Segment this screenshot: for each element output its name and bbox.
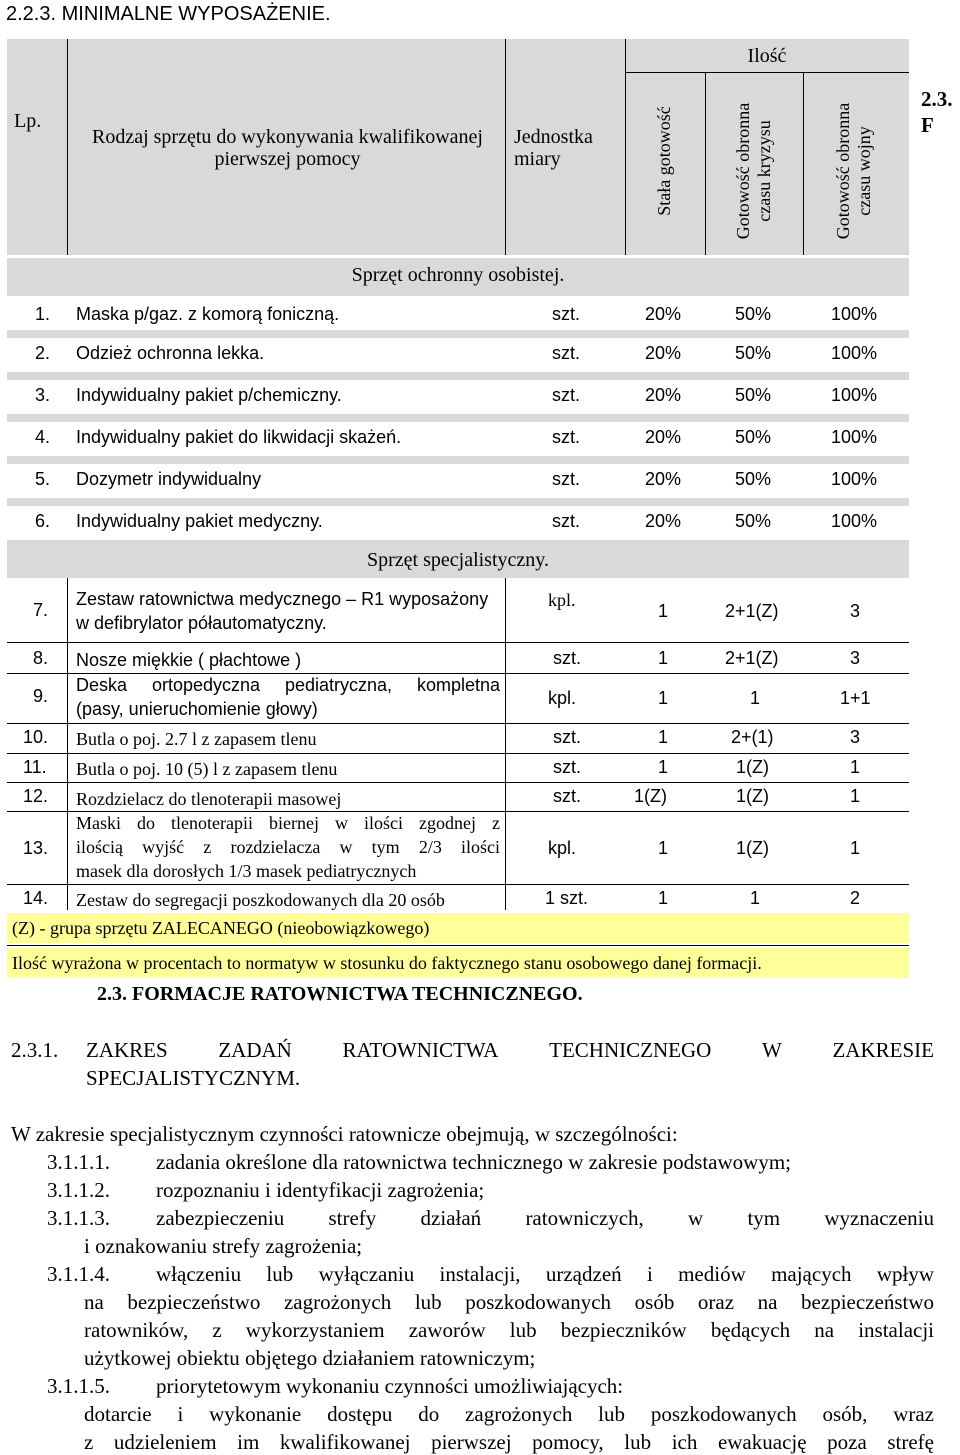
row-separator: [7, 456, 909, 464]
table-row-kryzys: 2+1(Z): [725, 648, 779, 668]
item-text: i oznakowaniu strefy zagrożenia;: [84, 1234, 363, 1258]
table-row-unit: szt.: [552, 385, 581, 405]
table-row-wojna: 2: [850, 888, 861, 908]
table-row-unit: 1 szt.: [545, 888, 589, 908]
table-row-name: Butla o poj. 2.7 l z zapasem tlenu: [76, 729, 317, 749]
table-row-name: Indywidualny pakiet medyczny.: [76, 511, 323, 531]
table-row-stala: 20%: [645, 343, 682, 363]
note-pct: Ilość wyrażona w procentach to normatyw w stosunku do faktycznego stanu osobowego danej formacji.: [12, 953, 762, 973]
table-row-stala: 1: [658, 727, 669, 747]
row-separator: [7, 498, 909, 506]
table-row-wojna: 100%: [831, 511, 878, 531]
table-row-stala: 1: [658, 888, 669, 908]
table-row-unit: szt.: [553, 727, 582, 747]
title-word: ZADAŃ: [218, 1038, 292, 1062]
table-row-name: (pasy, unieruchomienie głowy): [76, 699, 318, 719]
section-title: 2.2.3. MINIMALNE WYPOSAŻENIE.: [6, 3, 331, 25]
table-row-unit: szt.: [553, 786, 582, 806]
table-row-unit: szt.: [552, 427, 581, 447]
table-row-name: Indywidualny pakiet do likwidacji skażeń.: [76, 427, 402, 447]
title-word: ZAKRESIE: [832, 1038, 934, 1062]
header-jednostka-line1: Jednostka: [514, 126, 593, 148]
table-grid-line: [505, 578, 506, 910]
table-grid-line: [67, 578, 68, 910]
item-text: dotarcie i wykonanie dostępu do zagrożonych lub poszkodowanych osób, wraz: [84, 1402, 934, 1426]
table-row-lp: 13.: [23, 838, 49, 858]
table-row-unit: szt.: [552, 511, 581, 531]
header-stala-text: Stała gotowość: [654, 106, 674, 216]
table-row-unit: szt.: [552, 469, 581, 489]
table-row-name: ilością wyjść z rozdzielacza w tym 2/3 ilości: [76, 837, 500, 857]
header-gotowosc-wojna: [833, 91, 877, 251]
table-row-wojna: 1: [850, 786, 861, 806]
table-row-wojna: 3: [850, 648, 861, 668]
section-2-3-1-number: 2.3.1.: [11, 1038, 59, 1062]
table-row-wojna: 1: [850, 757, 861, 777]
table-row-stala: 1(Z): [634, 786, 667, 806]
group1-title: Sprzęt ochronny osobistej.: [351, 264, 565, 286]
table-row-kryzys: 50%: [735, 385, 772, 405]
intro-paragraph: W zakresie specjalistycznym czynności ratownicze obejmują, w szczególności:: [11, 1122, 678, 1146]
table-row-lp: 7.: [33, 600, 49, 620]
section-2-3-1-title: [86, 1038, 934, 1063]
table-row-lp: 11.: [23, 757, 47, 777]
table-row-unit: kpl.: [548, 838, 577, 858]
table-row-stala: 20%: [645, 511, 682, 531]
table-row-name: Maska p/gaz. z komorą foniczną.: [76, 304, 340, 324]
item-text: zadania określone dla ratownictwa technicznego w zakresie podstawowym;: [156, 1150, 792, 1174]
header-lp: Lp.: [14, 110, 42, 132]
header-stala-gotowosc: [654, 81, 676, 241]
table-grid-line: [7, 642, 909, 643]
item-text: użytkowej obiektu objętego działaniem ratowniczym;: [84, 1346, 536, 1370]
table-row-lp: 1.: [35, 304, 51, 324]
group2-title: Sprzęt specjalistyczny.: [367, 549, 549, 571]
table-row-stala: 20%: [645, 304, 682, 324]
item-text: priorytetowym wykonaniu czynności umożliwiających:: [156, 1374, 624, 1398]
table-row-kryzys: 50%: [735, 427, 772, 447]
row-separator: [7, 372, 909, 380]
table-row-lp: 5.: [35, 469, 51, 489]
title-word: ZAKRES: [86, 1038, 168, 1062]
table-row-lp: 4.: [35, 427, 51, 447]
table-row-unit: szt.: [552, 304, 581, 324]
table-row-name: Butla o poj. 10 (5) l z zapasem tlenu: [76, 759, 338, 779]
table-row-kryzys: 2+1(Z): [725, 601, 779, 621]
table-row-name: Rozdzielacz do tlenoterapii masowej: [76, 789, 342, 809]
item-number: 3.1.1.5.: [47, 1374, 110, 1398]
table-row-stala: 1: [658, 757, 669, 777]
section-2-3-1-title-line2: SPECJALISTYCZNYM.: [86, 1066, 301, 1090]
table-row-name: masek dla dorosłych 1/3 masek pediatrycznych: [76, 861, 417, 881]
item-text: rozpoznaniu i identyfikacji zagrożenia;: [156, 1178, 485, 1202]
header-divider: [67, 39, 68, 255]
table-row-kryzys: 1(Z): [736, 838, 769, 858]
header-rodzaj-line2: pierwszej pomocy: [214, 148, 361, 170]
table-row-name: Maski do tlenoterapii biernej w ilości zgodnej z: [76, 813, 500, 833]
title-word: TECHNICZNEGO: [549, 1038, 712, 1062]
table-row-lp: 12.: [23, 786, 49, 806]
table-row-wojna: 100%: [831, 385, 878, 405]
table-row-wojna: 100%: [831, 343, 878, 363]
table-row-lp: 8.: [33, 648, 49, 668]
item-text: włączeniu lub wyłączaniu instalacji, urządzeń i mediów mających wpływ: [156, 1262, 934, 1286]
table-grid-line: [7, 753, 909, 754]
header-wojna-line1: Gotowość obronna: [833, 102, 853, 240]
row-separator: [7, 330, 909, 338]
table-row-lp: 2.: [35, 343, 51, 363]
table-row-kryzys: 50%: [735, 304, 772, 324]
table-row-name: Indywidualny pakiet p/chemiczny.: [76, 385, 342, 405]
table-row-kryzys: 50%: [735, 343, 772, 363]
note-divider: [7, 945, 909, 946]
header-wojna-line2: czasu wojny: [853, 126, 874, 216]
table-row-stala: 1: [658, 648, 669, 668]
table-row-kryzys: 1(Z): [736, 786, 769, 806]
table-row-unit: kpl.: [548, 590, 576, 610]
table-row-kryzys: 1(Z): [736, 757, 769, 777]
table-row-name: Dozymetr indywidualny: [76, 469, 262, 489]
header-divider: [505, 39, 506, 255]
header-jednostka-line2: miary: [514, 148, 561, 170]
table-row-wojna: 3: [850, 727, 861, 747]
item-text: na bezpieczeństwo zagrożonych lub poszkodowanych osób oraz na bezpieczeństwo: [84, 1290, 934, 1314]
header-divider: [803, 72, 804, 255]
section-2-3-heading: 2.3. FORMACJE RATOWNICTWA TECHNICZNEGO.: [97, 983, 583, 1005]
table-grid-line: [7, 811, 909, 812]
header-gotowosc-kryzys: [733, 91, 777, 251]
table-row-stala: 20%: [645, 385, 682, 405]
table-row-kryzys: 50%: [735, 511, 772, 531]
item-number: 3.1.1.3.: [47, 1206, 110, 1230]
table-row-lp: 10.: [23, 727, 49, 747]
header-kryzys-line1: Gotowość obronna: [733, 102, 753, 240]
table-row-stala: 1: [658, 838, 669, 858]
table-grid-line: [7, 782, 909, 783]
table-row-stala: 1: [658, 688, 669, 708]
item-text: ratowników, z wykorzystaniem zaworów lub bezpieczników będących na instalacji: [84, 1318, 934, 1342]
table-row-lp: 3.: [35, 385, 51, 405]
side-label-line1: 2.3.: [921, 87, 953, 111]
table-row-kryzys: 1: [750, 888, 761, 908]
item-text: z udzieleniem im kwalifikowanej pierwszej pomocy, lub ich ewakuację poza strefę: [84, 1430, 934, 1454]
table-row-name: w defibrylator półautomatyczny.: [76, 613, 327, 633]
header-rodzaj-line1: Rodzaj sprzętu do wykonywania kwalifikowanej: [91, 126, 483, 148]
header-kryzys-line2: czasu kryzysu: [753, 120, 774, 222]
table-grid-line: [7, 723, 909, 724]
note-z: (Z) - grupa sprzętu ZALECANEGO (nieobowiązkowego): [12, 918, 430, 938]
table-row-kryzys: 2+(1): [731, 727, 774, 747]
item-number: 3.1.1.4.: [47, 1262, 110, 1286]
table-row-kryzys: 50%: [735, 469, 772, 489]
title-word: RATOWNICTWA: [342, 1038, 499, 1062]
header-divider: [705, 72, 706, 255]
table-grid-line: [7, 884, 909, 885]
item-number: 3.1.1.1.: [47, 1150, 110, 1174]
table-row-lp: 6.: [35, 511, 51, 531]
header-divider: [625, 72, 909, 73]
table-row-unit: szt.: [553, 757, 582, 777]
table-row-wojna: 1: [850, 838, 861, 858]
table-row-unit: szt.: [553, 648, 582, 668]
table-row-name: Nosze miękkie ( płachtowe ): [76, 650, 302, 670]
table-row-wojna: 100%: [831, 427, 878, 447]
table-row-stala: 1: [658, 601, 669, 621]
table-row-unit: szt.: [552, 343, 581, 363]
table-row-lp: 14.: [23, 888, 49, 908]
table-row-stala: 20%: [645, 427, 682, 447]
table-row-name: Zestaw do segregacji poszkodowanych dla 20 osób: [76, 890, 445, 910]
table-row-wojna: 1+1: [840, 688, 871, 708]
table-row-lp: 9.: [33, 686, 49, 706]
item-number: 3.1.1.2.: [47, 1178, 110, 1202]
item-text: zabezpieczeniu strefy działań ratowniczych, w tym wyznaczeniu: [156, 1206, 934, 1230]
table-grid-line: [7, 673, 909, 674]
table-row-kryzys: 1: [750, 688, 761, 708]
title-word: W: [761, 1038, 782, 1062]
table-row-name: Zestaw ratownictwa medycznego – R1 wyposażony: [76, 589, 489, 609]
table-row-name: Odzież ochronna lekka.: [76, 343, 265, 363]
side-label-line2: F: [921, 113, 934, 137]
header-ilosc: Ilość: [747, 45, 787, 67]
table-row-unit: kpl.: [548, 688, 577, 708]
table-row-wojna: 3: [850, 601, 861, 621]
table-row-stala: 20%: [645, 469, 682, 489]
table-row-wojna: 100%: [831, 469, 878, 489]
table-row-name: Deska ortopedyczna pediatryczna, kompletna: [76, 675, 500, 695]
row-separator: [7, 414, 909, 422]
table-row-wojna: 100%: [831, 304, 878, 324]
